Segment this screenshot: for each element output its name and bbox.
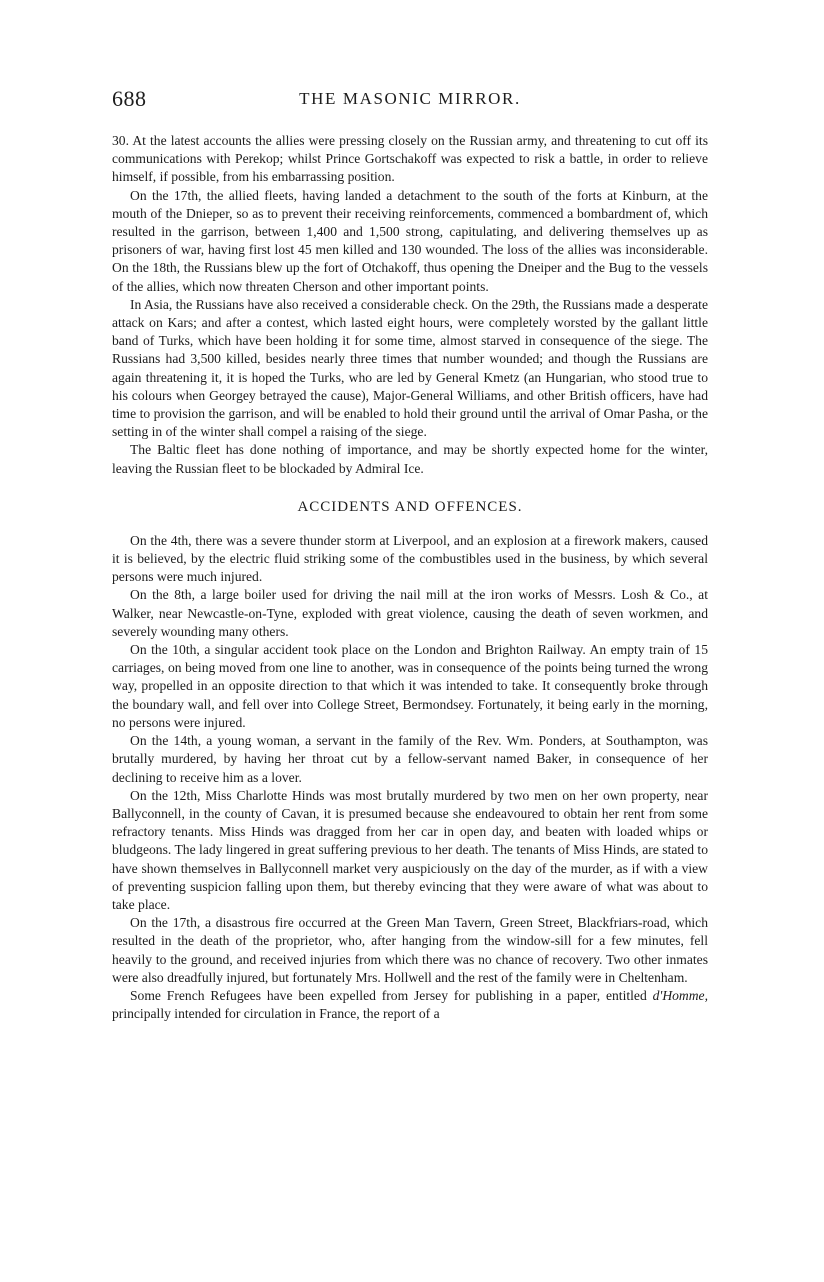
paragraph-kinburn: On the 17th, the allied fleets, having landed a detachment to the south of the forts at Kinburn, at the mouth of the Dnieper, so as to prevent their receiving reinforcements, commenced a bombardment of, which resulted in the garrison, between 1,400 and 1,500 strong, capitulating, and delivering themselves up as prisoners of war, having first lost 45 men killed and 130 wounded. The loss of the allies was inconsiderable. On the 18th, the Russians blew up the fort of Otchakoff, thus opening the Dneiper and the Bug to the vessels of the allies, which now threaten Cherson and other important points. <box>112 187 708 294</box>
paragraph-southampton-murder: On the 14th, a young woman, a servant in the family of the Rev. Wm. Ponders, at Southampton, was brutally murdered, by having her throat cut by a fellow-servant named Baker, in consequence of her declining to receive him as a lover. <box>112 733 708 785</box>
paragraph-crimea-allies: 30. At the latest accounts the allies were pressing closely on the Russian army, and threatening to cut off its communications with Perekop; whilst Prince Gortschakoff was expected to risk a battle, in order to relieve himself, if possible, from his embarrassing position. <box>112 133 708 185</box>
section-heading-accidents: ACCIDENTS AND OFFENCES. <box>297 498 523 515</box>
paragraph-walker-boiler: On the 8th, a large boiler used for driving the nail mill at the iron works of Messrs. Losh & Co., at Walker, near Newcastle-on-Tyne, exploded with great violence, causing the death of seven workmen, and severely wounding many others. <box>112 587 708 639</box>
paragraph-brighton-railway: On the 10th, a singular accident took place on the London and Brighton Railway. An empty train of 15 carriages, on being moved from one line to another, was in consequence of the points being turned the wrong way, propelled in an opposite direction to that which it was intended to take. It consequently broke through the boundary wall, and fell over into College Street, Bermondsey. Fortunately, it being early in the morning, no persons were injured. <box>112 642 708 730</box>
page-number: 688 <box>112 86 147 111</box>
page-header <box>112 86 708 116</box>
running-title: THE MASONIC MIRROR. <box>299 89 521 108</box>
refugees-text-end: principally intended for circulation in France, the report of a <box>112 1006 440 1022</box>
paragraph-kars: In Asia, the Russians have also received a considerable check. On the 29th, the Russians made a desperate attack on Kars; and after a contest, which lasted eight hours, were completely worsted by the gallant little band of Turks, which have been holding it for some time, almost starved in consequence of the siege. The Russians had 3,500 killed, besides nearly three times that number wounded; and though the Russians are again threatening it, it is hoped the Turks, who are led by General Kmetz (an Hungarian, who stood true to his colours when Georgey betrayed the cause), Major-General Williams, and other British officers, have had time to provision the garrison, and will be enabled to hold their ground until the arrival of Omar Pasha, or the setting in of the winter shall compel a raising of the siege. <box>112 296 708 440</box>
paragraph-baltic-fleet: The Baltic fleet has done nothing of importance, and may be shortly expected home for the winter, leaving the Russian fleet to be blockaded by Admiral Ice. <box>112 442 708 476</box>
article-body <box>112 132 708 1023</box>
newspaper-title: d'Homme, <box>652 987 708 1003</box>
paragraph-liverpool-storm: On the 4th, there was a severe thunder storm at Liverpool, and an explosion at a firework makers, caused it is believed, by the electric fluid striking some of the combustibles used in the business, by which several persons were much injured. <box>112 532 708 585</box>
refugees-text-start: Some French Refugees have been expelled from Jersey for publishing in a paper, entitled <box>130 987 653 1003</box>
paragraph-green-man-fire: On the 17th, a disastrous fire occurred at the Green Man Tavern, Green Street, Blackfriars-road, which resulted in the death of the proprietor, who, after hanging from the window-sill for a few minutes, fell heavily to the ground, and received injuries from which there was no chance of recovery. Two other inmates were also dreadfully injured, but fortunately Mrs. Hollwell and the rest of the family were in Cheltenham. <box>112 915 708 985</box>
paragraph-french-refugees <box>112 987 708 1023</box>
journal-page <box>112 86 708 1023</box>
paragraph-ballyconnell-murder: On the 12th, Miss Charlotte Hinds was most brutally murdered by two men on her own property, near Ballyconnell, in the county of Cavan, it is presumed because she endeavoured to obtain her rent from some refractory tenants. Miss Hinds was dragged from her car in open day, and beaten with loaded whips or bludgeons. The lady lingered in great suffering previous to her death. The tenants of Miss Hinds, are stated to have shown themselves in Ballyconnell market very auspiciously on the day of the murder, as if with a view of preventing suspicion falling upon them, but thereby evincing that they were aware of what was about to take place. <box>112 787 708 912</box>
